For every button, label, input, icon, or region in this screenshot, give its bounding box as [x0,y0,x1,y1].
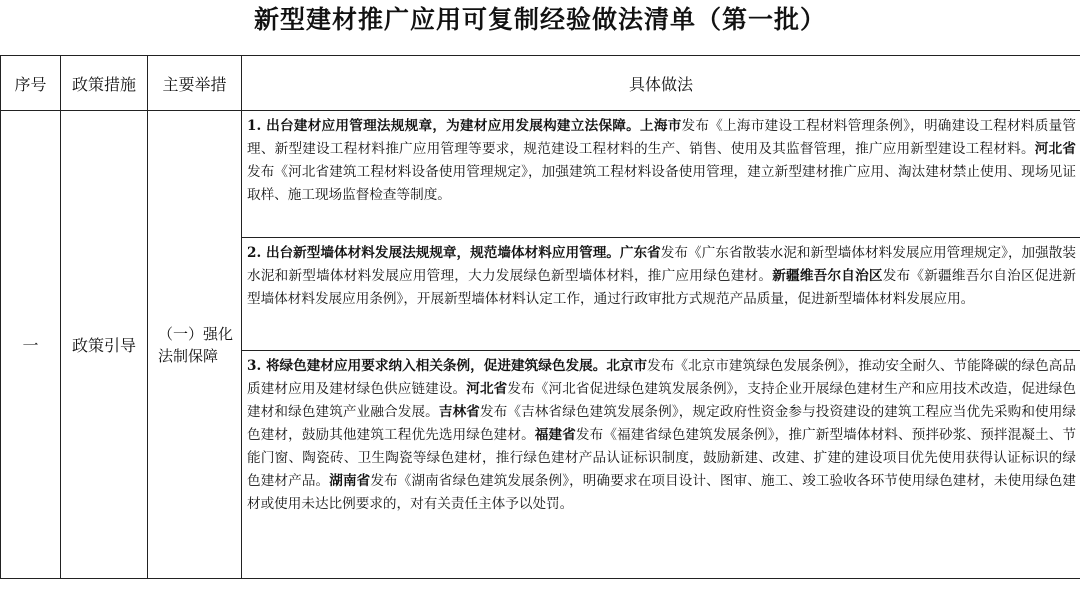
practice-lead: 3. 将绿色建材应用要求纳入相关条例，促进建筑绿色发展。 [247,358,607,374]
practice-text: 发布《北京市建筑绿色发展条例》，推动安全耐久、节能降碳的绿色高品质建材应用及建材绿色供应链建设。 [247,358,1076,397]
practice-text: 发布《河北省促进绿色建筑发展条例》，支持企业开展绿色建材生产和应用技术改造，促进绿色建材和绿色建筑产业融合发展。 [247,381,1077,420]
province-name: 北京市 [606,358,648,374]
province-name: 上海市 [640,118,682,134]
province-name: 广东省 [619,245,661,261]
row-seq: 一 [1,111,61,579]
province-name: 吉林省 [438,404,480,420]
practice-text: 发布《福建省绿色建筑发展条例》，推广新型墙体材料、预拌砂浆、预拌混凝土、节能门窗、陶瓷砖、卫生陶瓷等绿色建材，推行绿色建材产品认证标识制度，鼓励新建、改建、扩建的建设项目优先使用获得认证标识的绿色建材产品。 [247,427,1077,489]
practice-text: 发布《新疆维吾尔自治区促进新型墙体材料发展应用条例》，开展新型墙体材料认定工作，通过行政审批方式规范产品质量，促进新型墙体材料发展应用。 [247,268,1077,307]
practice-text: 发布《吉林省绿色建筑发展条例》，规定政府性资金参与投资建设的建筑工程应当优先采购和使用绿色建材，鼓励其他建筑工程优先选用绿色建材。 [247,404,1077,443]
header-main-measure: 主要举措 [148,56,242,111]
row-measure: （一）强化法制保障 [148,111,242,579]
practice-cell-3 [242,351,1080,579]
page-title: 新型建材推广应用可复制经验做法清单（第一批） [253,5,826,34]
province-name: 河北省 [1034,141,1077,157]
header-detail: 具体做法 [242,56,1080,111]
practice-text: 发布《河北省建筑工程材料设备使用管理规定》，加强建筑工程材料设备使用管理，建立新型建材推广应用、淘汰建材禁止使用、现场见证取样、施工现场监督检查等制度。 [247,164,1076,203]
practice-text: 发布《广东省散装水泥和新型墙体材料发展应用管理规定》，加强散装水泥和新型墙体材料发展应用管理，大力发展绿色新型墙体材料，推广应用绿色建材。 [247,245,1076,284]
province-name: 福建省 [534,427,576,443]
table-header-row [1,56,1080,111]
practice-text: 发布《上海市建设工程材料管理条例》，明确建设工程材料质量管理、新型建设工程材料推广应用管理等要求，规范建设工程材料的生产、销售、使用及其监督管理，推广应用新型建设工程材料。 [247,118,1077,157]
header-seq: 序号 [1,56,61,111]
province-name: 新疆维吾尔自治区 [772,268,883,284]
row-policy: 政策引导 [61,111,148,579]
province-name: 湖南省 [329,473,371,489]
province-name: 河北省 [466,381,508,397]
practice-lead: 1. 出台建材应用管理法规规章，为建材应用发展构建立法保障。 [247,118,640,134]
practice-cell-2 [242,238,1080,351]
practice-text: 发布《湖南省绿色建筑发展条例》，明确要求在项目设计、图审、施工、竣工验收各环节使用绿色建材，未使用绿色建材或使用未达比例要求的，对有关责任主体予以处罚。 [247,473,1077,512]
practice-lead: 2. 出台新型墙体材料发展法规规章，规范墙体材料应用管理。 [247,245,620,261]
experience-table [0,55,1080,579]
table-row [1,111,1080,238]
practice-cell-1 [242,111,1080,238]
header-policy: 政策措施 [61,56,148,111]
